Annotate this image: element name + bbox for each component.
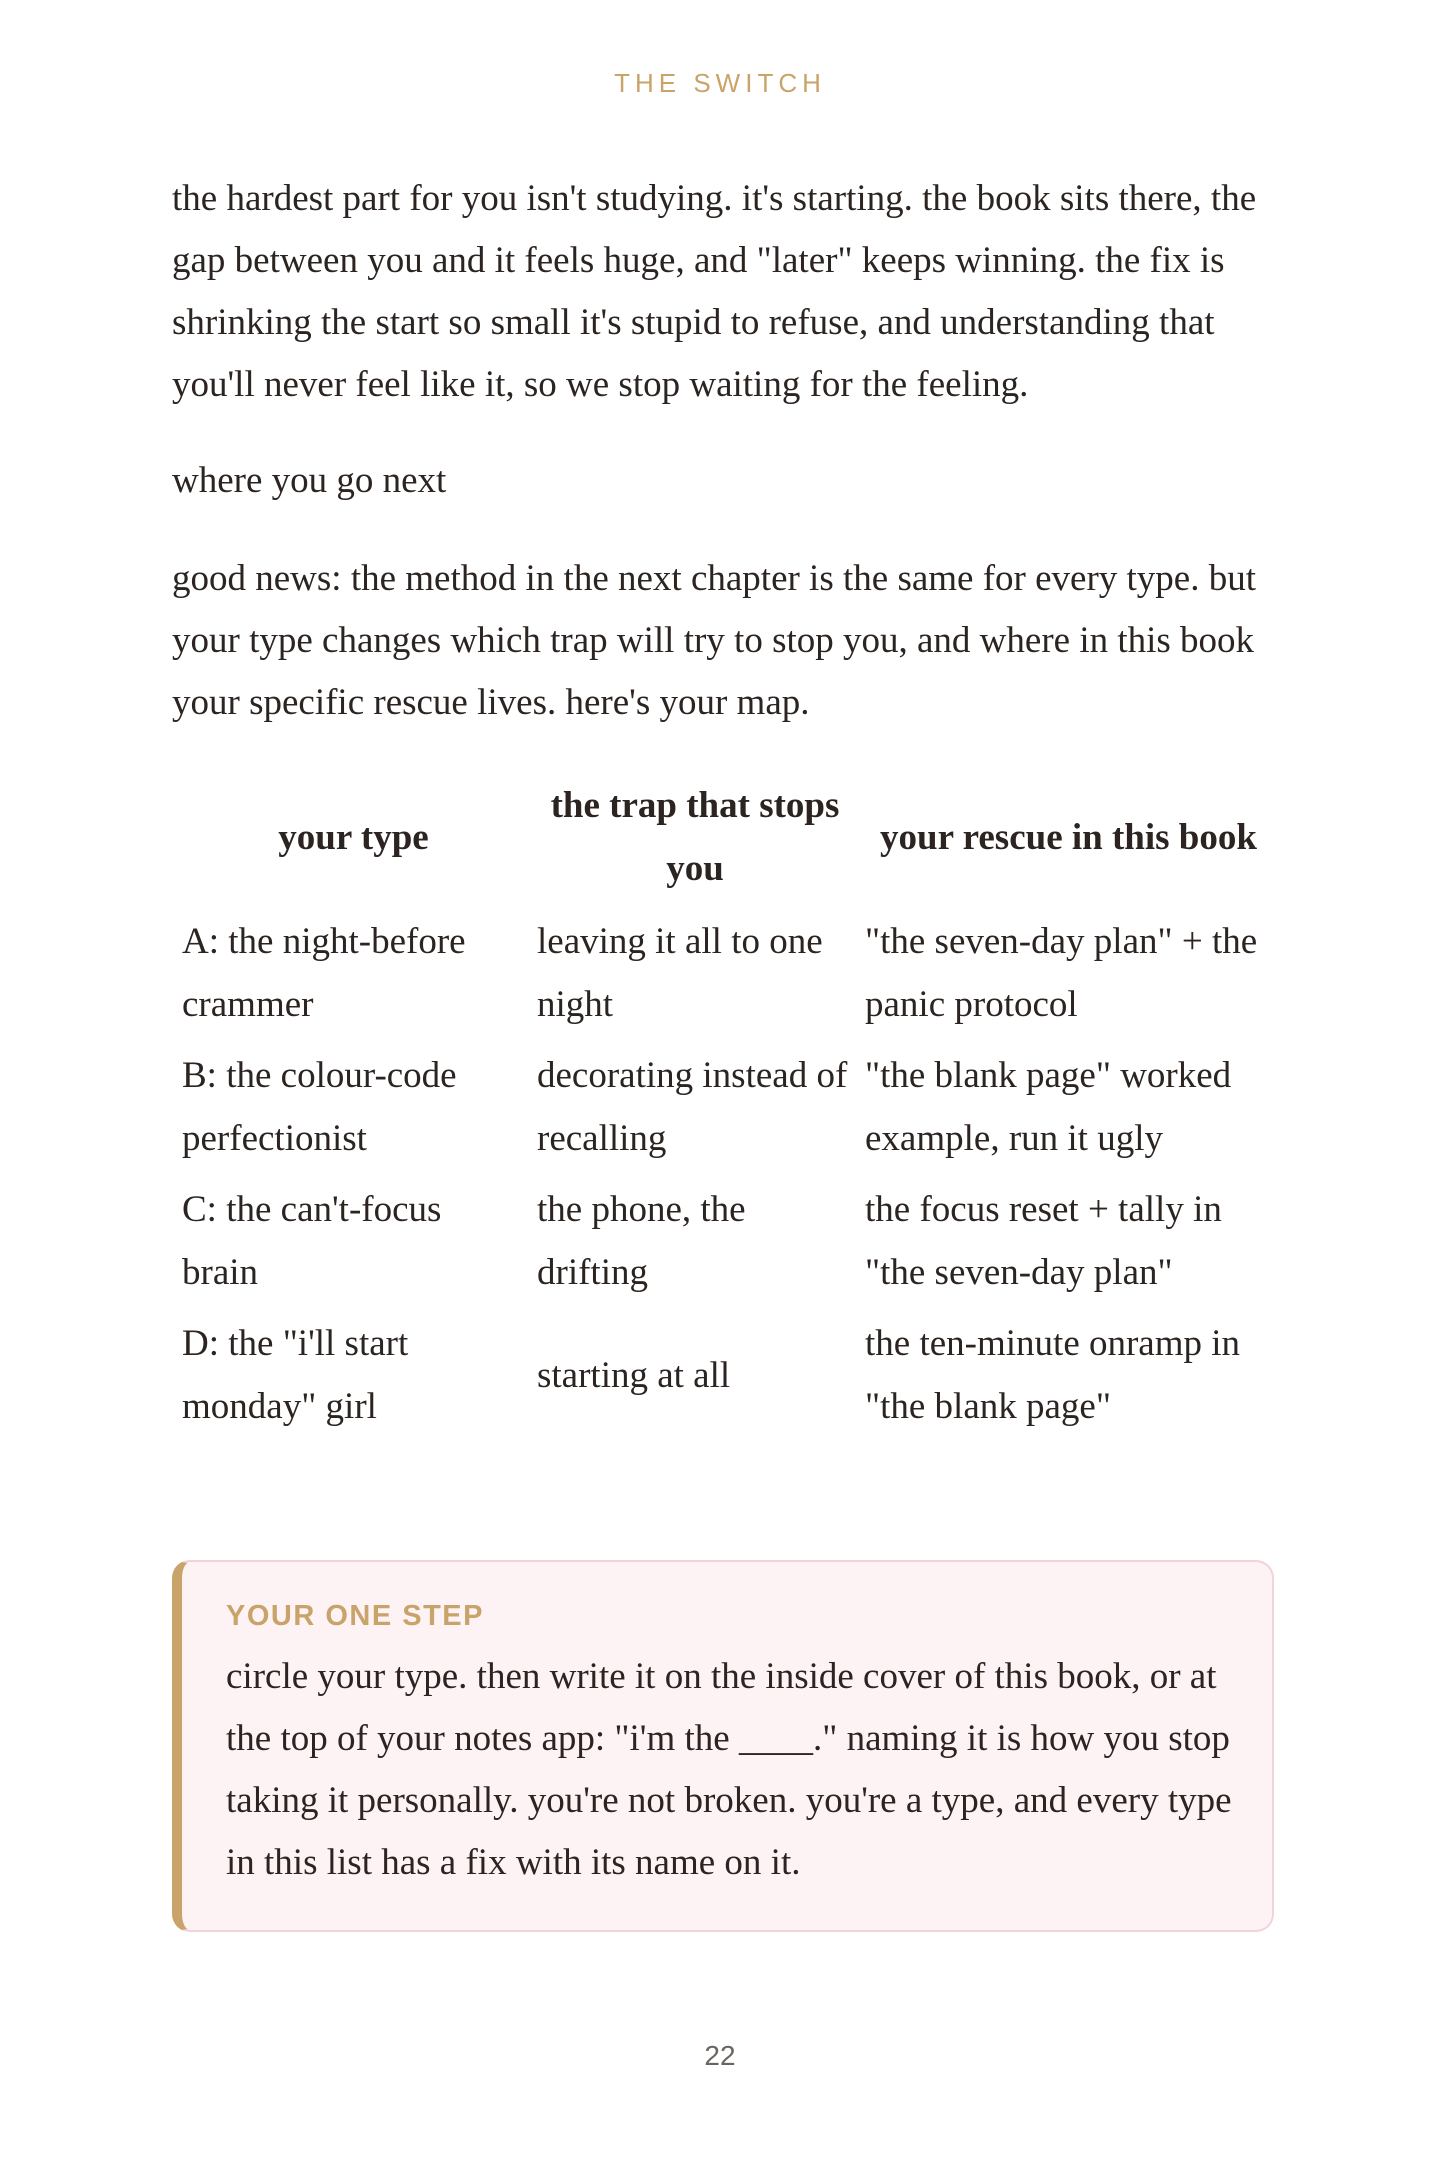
type-map-table [176,774,1278,1442]
column-header-trap: the trap that stops you [550,785,840,889]
table-cell-type: B: the colour-code perfectionist [182,1055,457,1159]
table-row [176,1308,1278,1442]
body-paragraph: good news: the method in the next chapter is the same for every type. but your type changes which trap will try to stop you, and where in this book your specific rescue lives. here's your map. [172,558,1257,723]
table-cell-trap: the phone, the drifting [537,1189,746,1293]
page-body [172,168,1282,1442]
running-title: THE SWITCH [614,68,826,98]
table-header-row [176,774,1278,906]
page-number: 22 [704,2040,736,2071]
table-row [176,906,1278,1040]
body-paragraph: the hardest part for you isn't studying. it's starting. the book sits there, the gap between you and it feels huge, and "later" keeps winning. the fix is shrinking the start so small it's stupid to refuse, and understanding that you'll never feel like it, so we stop waiting for the feeling. [172,178,1257,405]
table-cell-rescue: the focus reset + tally in "the seven-day plan" [865,1189,1222,1293]
column-header-type: your type [278,816,429,858]
table-cell-type: C: the can't-focus brain [182,1189,442,1293]
table-cell-rescue: "the seven-day plan" + the panic protocol [865,921,1258,1025]
table-cell-trap: decorating instead of recalling [537,1055,848,1159]
table-row [176,1174,1278,1308]
column-header-rescue: your rescue in this book [880,816,1257,858]
table-row [176,1040,1278,1174]
table-cell-trap: starting at all [537,1354,731,1396]
table-cell-rescue: "the blank page" worked example, run it ugly [865,1055,1232,1159]
callout-label: YOUR ONE STEP [226,1600,484,1632]
table-cell-type: A: the night-before crammer [182,921,466,1025]
table-cell-type: D: the "i'll start monday" girl [182,1323,409,1427]
callout-text: circle your type. then write it on the inside cover of this book, or at the top of your notes app: "i'm the ____." naming it is how you stop taking it personally. you're not broken. you're a type, and every type in this list has a fix with its name on it. [226,1656,1232,1883]
one-step-callout [172,1560,1274,1932]
table-cell-rescue: the ten-minute onramp in "the blank page" [865,1323,1241,1427]
section-subheading: where you go next [172,460,447,501]
table-cell-trap: leaving it all to one night [537,921,823,1025]
